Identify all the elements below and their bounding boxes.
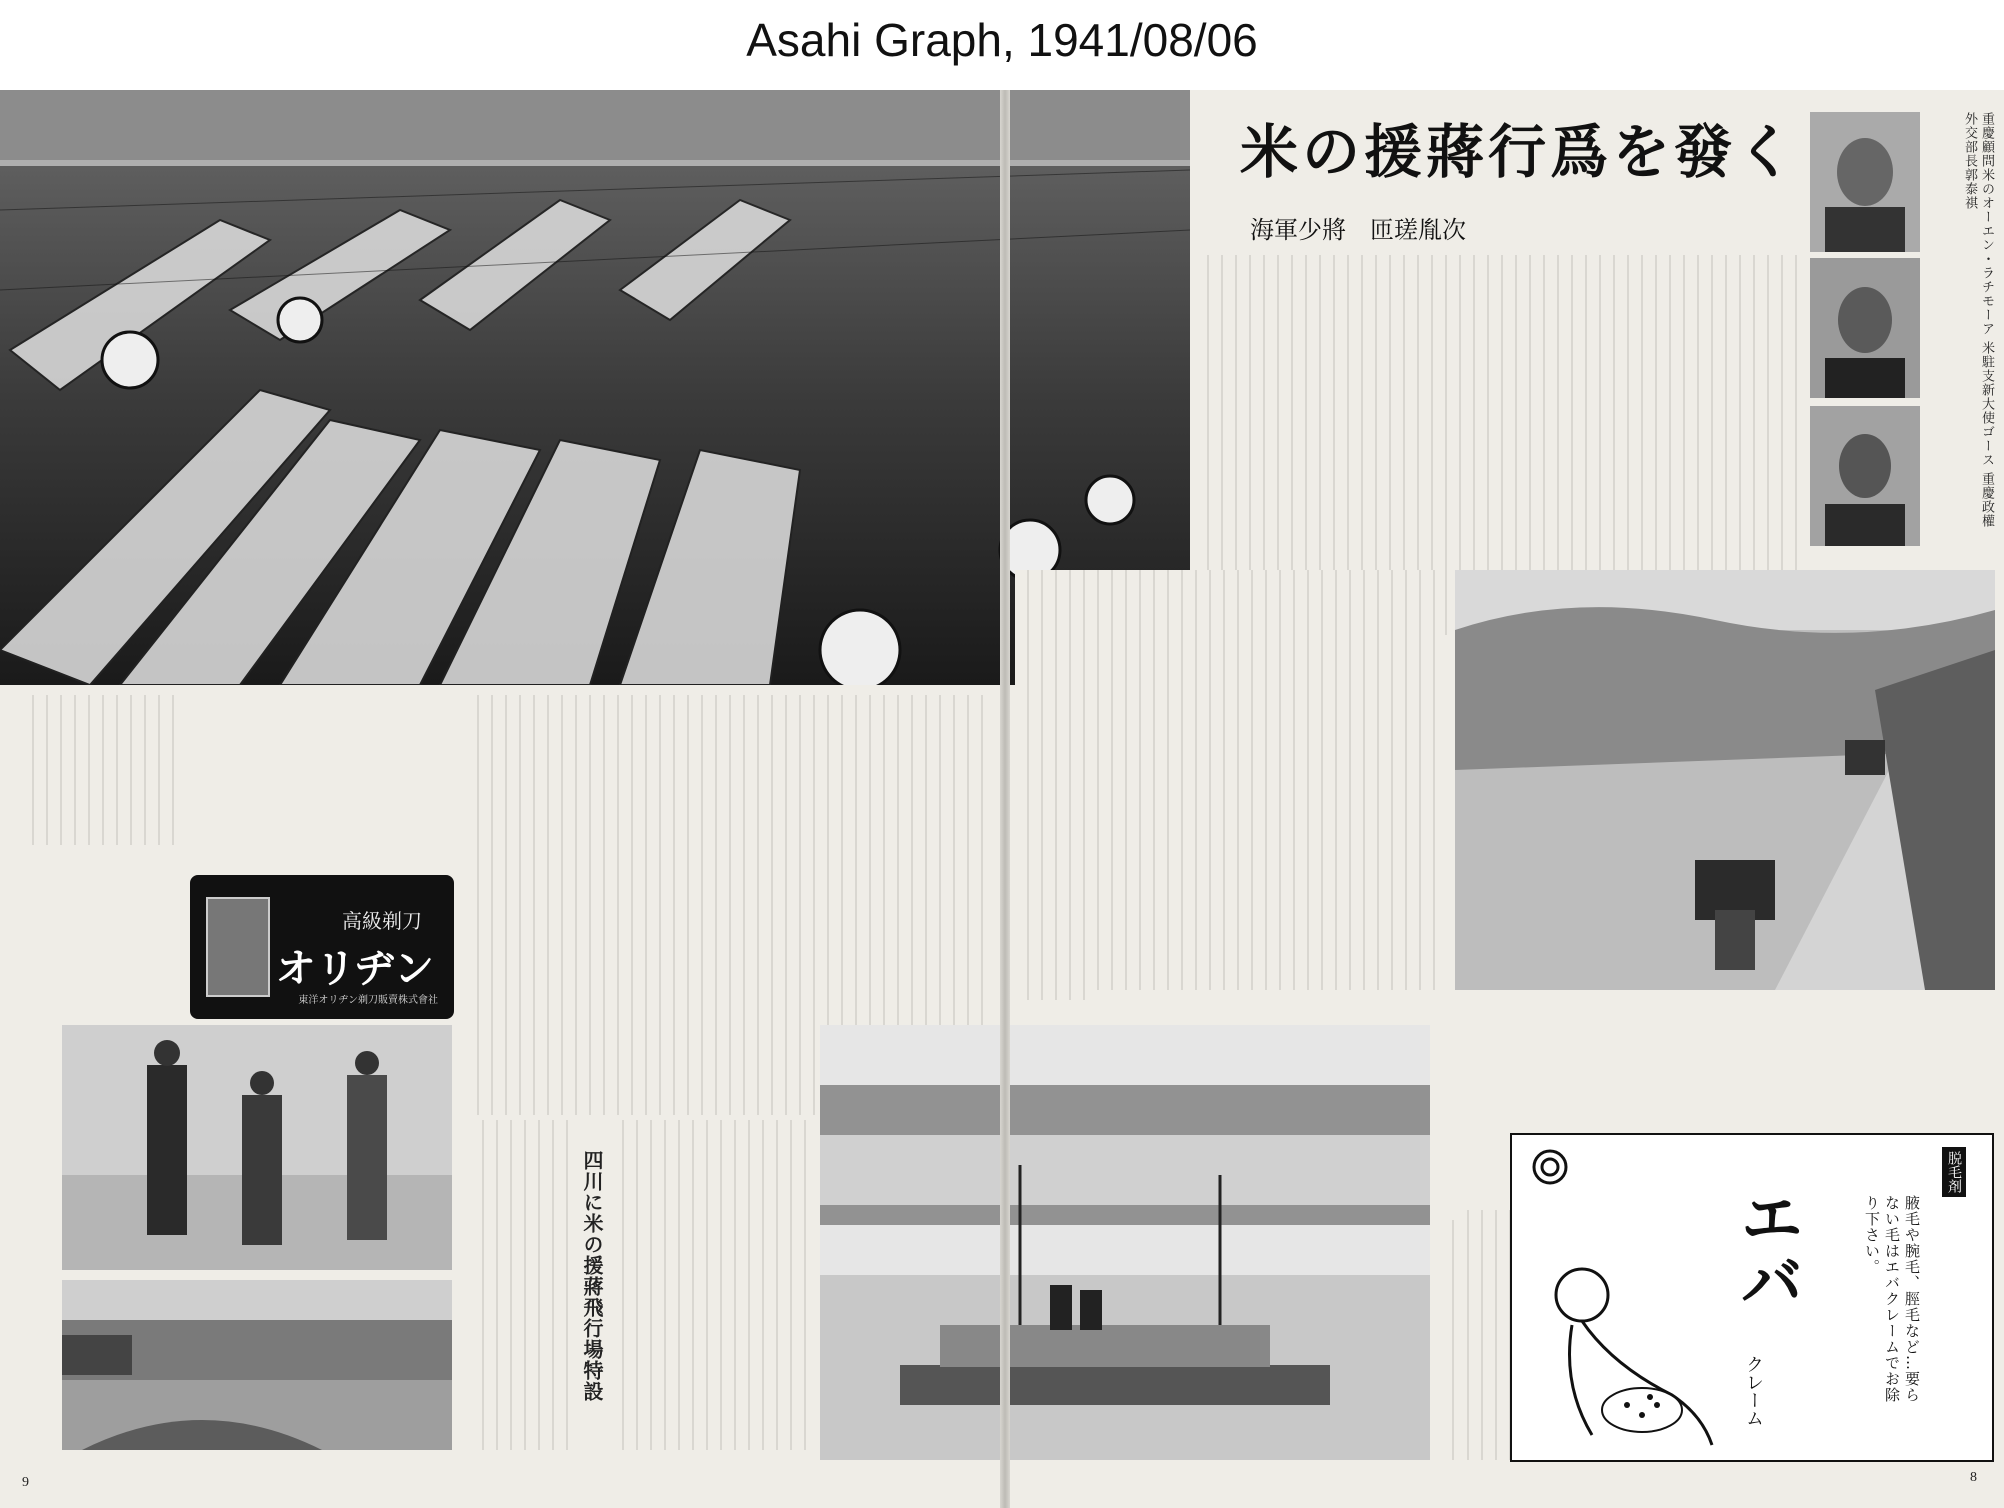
chiang-group-photo	[62, 1025, 452, 1270]
portrait-gauss	[1810, 258, 1920, 398]
origin-ad-brand: オリヂン	[275, 945, 434, 992]
portrait-captions	[1925, 112, 1995, 542]
eva-ad-brand: エバ	[1729, 1185, 1804, 1313]
portrait-caption-3: 重慶政權外交部長郭泰祺	[1962, 112, 1994, 529]
page-number-right: 8	[1970, 1470, 1977, 1485]
caption-text: Asahi Graph, 1941/08/06	[746, 14, 1258, 66]
eva-ad-sub: クレーム	[1743, 1355, 1764, 1427]
razor-package-icon	[206, 897, 270, 997]
swirl-logo-icon	[1530, 1147, 1570, 1187]
aircraft-factory-photo	[0, 90, 1190, 685]
caption-bar	[0, 0, 2004, 80]
headline-title: 米の援蔣行爲を發く	[1240, 118, 1799, 186]
article-columns-small-left	[20, 695, 180, 845]
origin-ad-maker: 東洋オリヂン剃刀販賣株式會社	[298, 995, 438, 1006]
origin-ad-tag: 高級剃刀	[342, 909, 422, 933]
article-columns-bottom-mid	[610, 1120, 810, 1450]
section-title: 四川に米の援蔣飛行場特設	[580, 1150, 604, 1402]
portrait-lattimore	[1810, 112, 1920, 252]
portrait-caption-2: 米駐支新大使ゴース	[1979, 341, 1994, 468]
page-number-left: 9	[22, 1475, 29, 1490]
article-columns-bottom-left	[470, 1120, 570, 1450]
reclining-woman-illustration	[1522, 1245, 1722, 1450]
airfield-construction-photo	[62, 1280, 452, 1450]
portrait-caption-1: 重慶顧問米のオーエン・ラチモーア	[1979, 112, 1994, 336]
river-steamer-photo	[820, 1025, 1430, 1460]
portrait-quo-tai-chi	[1810, 406, 1920, 546]
article-columns-lower-center	[1015, 690, 1095, 1000]
byline-text: 海軍少將 匝瑳胤次	[1250, 216, 1466, 244]
article-columns-bottom-right	[1455, 1210, 1515, 1460]
article-byline	[1250, 210, 1466, 245]
eva-ad-copy: 腋毛や腕毛、脛毛など…要らない毛はエバクレームでお除り下さい。	[1863, 1195, 1921, 1403]
origin-razor-ad	[190, 875, 454, 1019]
eva-cream-ad	[1510, 1133, 1994, 1462]
road-convoy-photo	[1455, 570, 1995, 990]
eva-ad-tag: 脱毛剤	[1942, 1147, 1966, 1197]
page-gutter	[1000, 90, 1010, 1508]
article-headline	[1240, 105, 1798, 189]
magazine-spread	[0, 90, 2004, 1508]
